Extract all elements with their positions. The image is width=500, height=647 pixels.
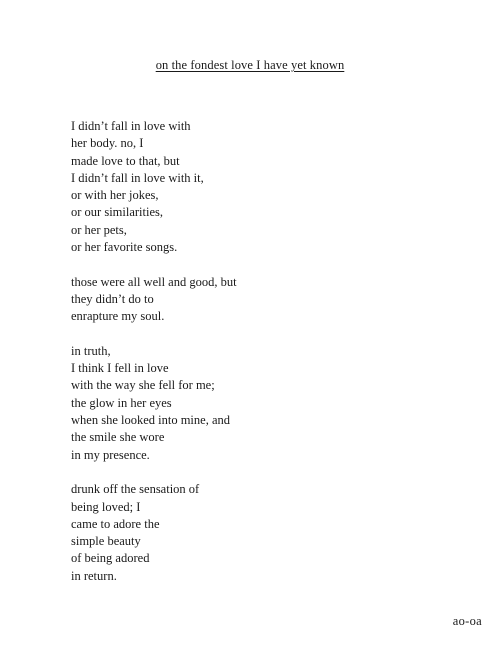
poem-body [71, 118, 451, 602]
poem-line: or our similarities, [71, 205, 163, 220]
poem-title: on the fondest love I have yet known [155, 58, 345, 72]
poem-line: they didn’t do to [71, 291, 154, 306]
poem-line: being loved; I [71, 499, 141, 514]
poem-line: in my presence. [71, 447, 150, 462]
poem-line: or her favorite songs. [71, 240, 178, 255]
stanza [71, 343, 451, 464]
poem-line: in truth, [71, 343, 111, 358]
poem-line: her body. no, I [71, 136, 144, 151]
poem-line: with the way she fell for me; [71, 378, 215, 393]
poem-line: those were all well and good, but [71, 274, 237, 289]
poem-line: drunk off the sensation of [71, 482, 200, 497]
poem-line: made love to that, but [71, 153, 180, 168]
poem-line: I didn’t fall in love with it, [71, 170, 204, 185]
poem-line: I didn’t fall in love with [71, 119, 191, 133]
poem-line: enrapture my soul. [71, 309, 165, 324]
poem-line: in return. [71, 568, 117, 583]
poem-line: simple beauty [71, 534, 141, 549]
poem-line: I think I fell in love [71, 361, 169, 376]
poem-line: the glow in her eyes [71, 395, 172, 410]
poem-line: came to adore the [71, 516, 160, 531]
stanza [71, 118, 451, 256]
poem-line: or her pets, [71, 222, 127, 237]
poem-line: or with her jokes, [71, 188, 159, 203]
stanza [71, 274, 451, 326]
stanza [71, 481, 451, 585]
poem-line: of being adored [71, 551, 150, 566]
poem-line: the smile she wore [71, 430, 165, 445]
author-signature: ao-oa [452, 614, 482, 628]
poem-line: when she looked into mine, and [71, 413, 230, 428]
